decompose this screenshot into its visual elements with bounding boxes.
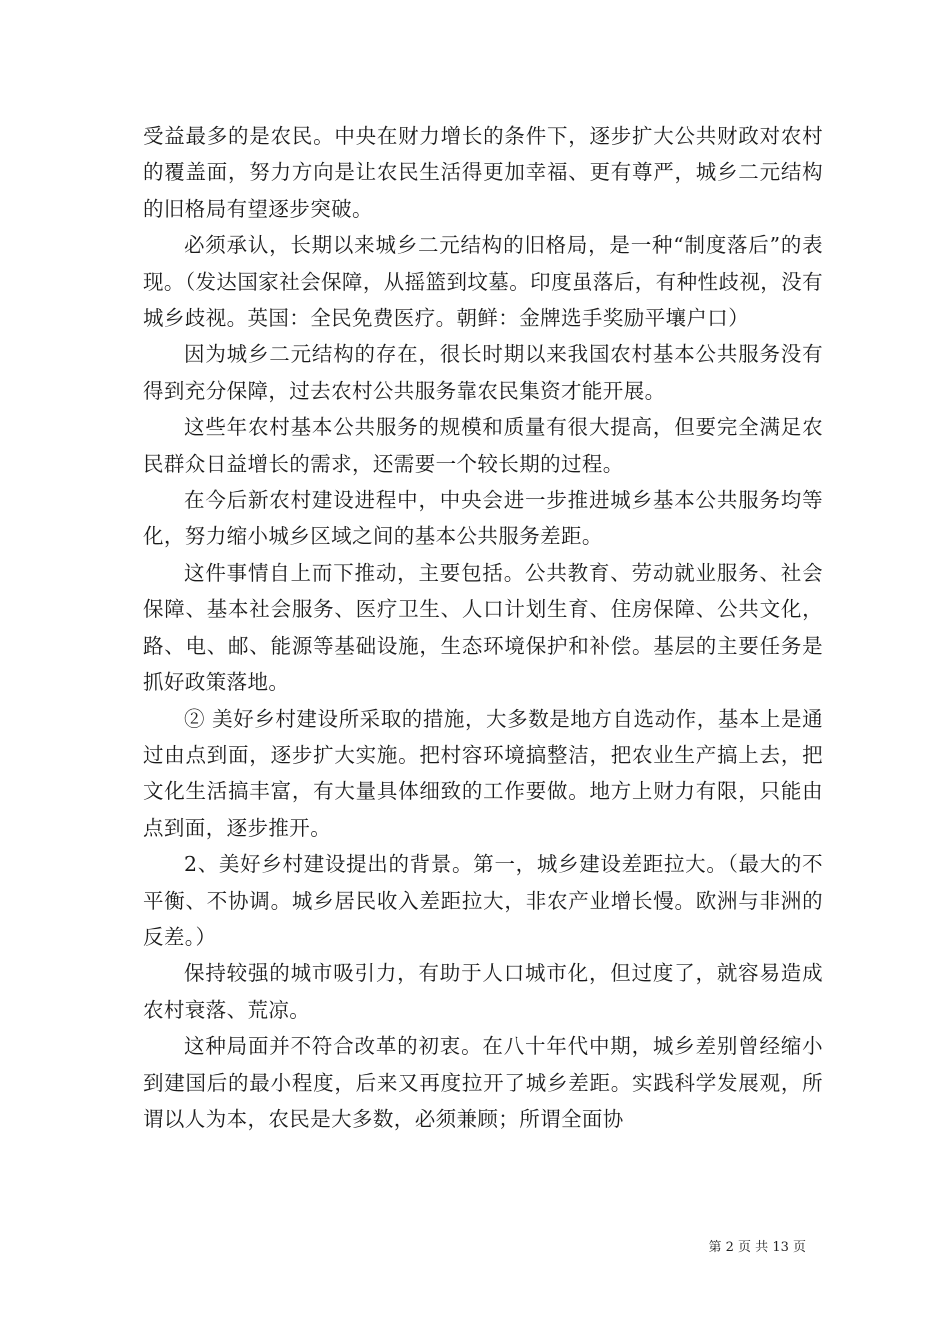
- paragraph-5: 在今后新农村建设进程中，中央会进一步推进城乡基本公共服务均等化，努力缩小城乡区域之间的基本公共服务差距。: [143, 488, 823, 549]
- paragraph-6: 这件事情自上而下推动，主要包括。公共教育、劳动就业服务、社会保障、基本社会服务、医疗卫生、人口计划生育、住房保障、公共文化，路、电、邮、能源等基础设施，生态环境保护和补偿。基层的主要任务是抓好政策落地。: [143, 560, 823, 695]
- paragraph-10: 这种局面并不符合改革的初衷。在八十年代中期，城乡差别曾经缩小到建国后的最小程度，后来又再度拉开了城乡差距。实践科学发展观，所谓以人为本，农民是大多数，必须兼顾；所谓全面协: [143, 1034, 823, 1131]
- page-number: 第 2 页 共 13 页: [708, 1240, 806, 1255]
- document-body: [143, 118, 823, 1137]
- paragraph-7: ② 美好乡村建设所采取的措施，大多数是地方自选动作，基本上是通过由点到面，逐步扩大实施。把村容环境搞整洁，把农业生产搞上去，把文化生活搞丰富，有大量具体细致的工作要做。地方上财力有限，只能由点到面，逐步推开。: [143, 706, 823, 840]
- paragraph-8: 2、美好乡村建设提出的背景。第一，城乡建设差距拉大。（最大的不平衡、不协调。城乡居民收入差距拉大，非农产业增长慢。欧洲与非洲的反差。）: [143, 852, 823, 949]
- paragraph-2: 必须承认，长期以来城乡二元结构的旧格局，是一种“制度落后”的表现。（发达国家社会保障，从摇篮到坟墓。印度虽落后，有种性歧视，没有城乡歧视。英国：全民免费医疗。朝鲜：金牌选手奖励平壤户口）: [143, 233, 823, 331]
- paragraph-4: 这些年农村基本公共服务的规模和质量有很大提高，但要完全满足农民群众日益增长的需求，还需要一个较长期的过程。: [143, 415, 823, 476]
- paragraph-1: 受益最多的是农民。中央在财力增长的条件下，逐步扩大公共财政对农村的覆盖面，努力方向是让农民生活得更加幸福、更有尊严，城乡二元结构的旧格局有望逐步突破。: [143, 124, 823, 221]
- paragraph-3: 因为城乡二元结构的存在，很长时期以来我国农村基本公共服务没有得到充分保障，过去农村公共服务靠农民集资才能开展。: [143, 342, 823, 403]
- paragraph-9: 保持较强的城市吸引力，有助于人口城市化，但过度了，就容易造成农村衰落、荒凉。: [143, 961, 823, 1022]
